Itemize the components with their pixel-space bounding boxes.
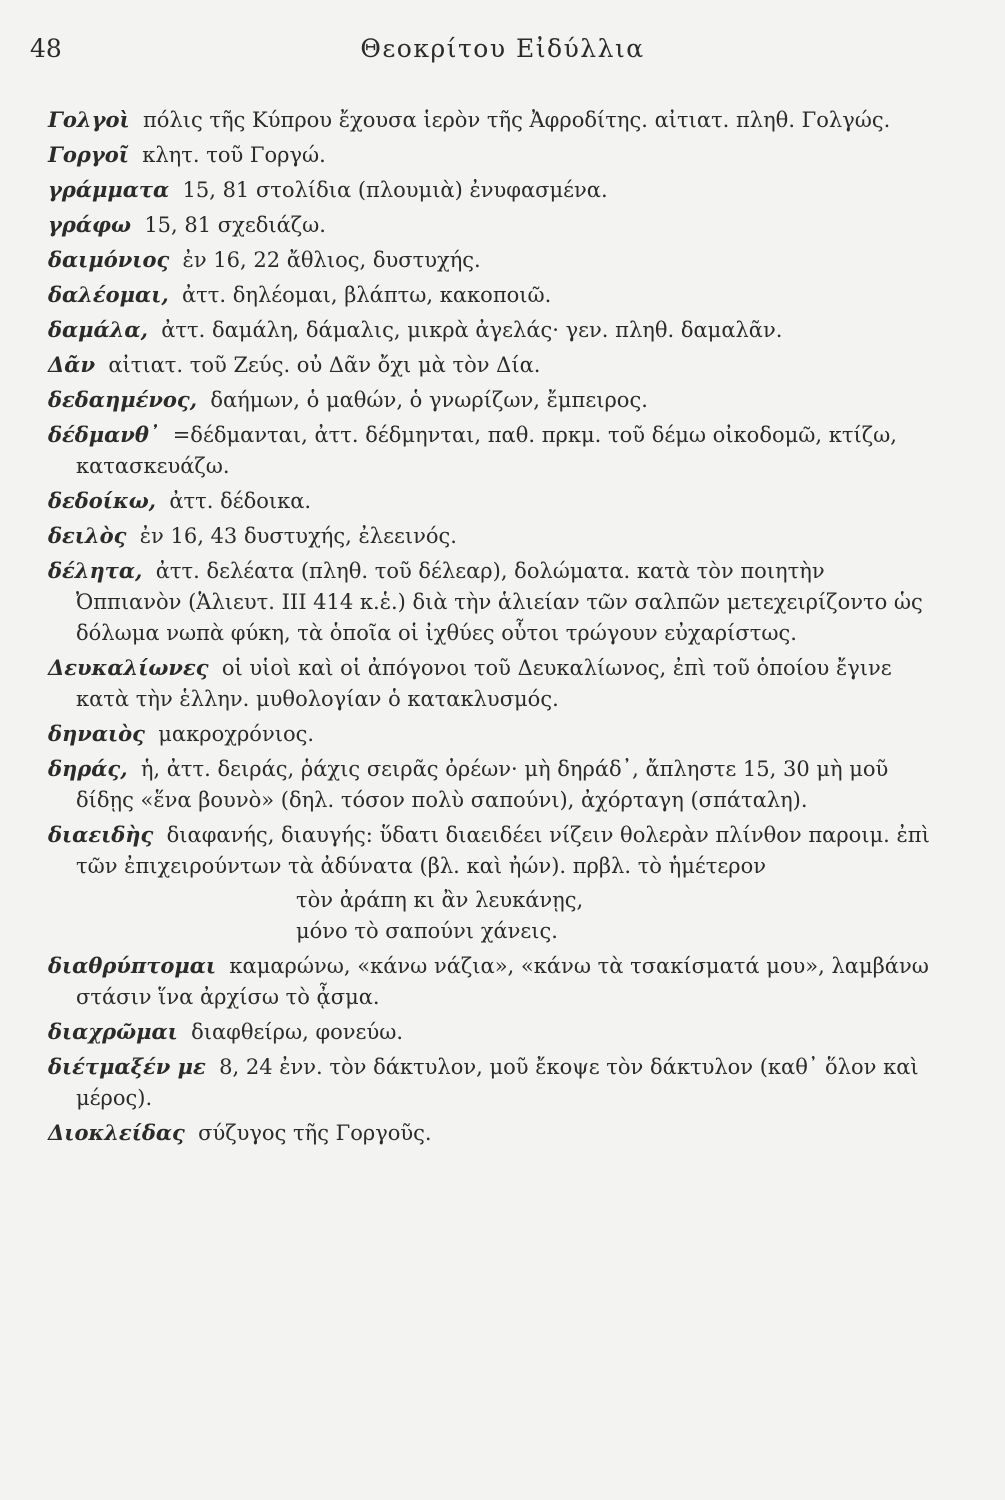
entry-definition: 15, 81 σχεδιάζω. bbox=[144, 213, 326, 237]
entry-lemma: Γολγοὶ bbox=[48, 107, 130, 132]
entry-definition: πόλις τῆς Κύπρου ἔχουσα ἱερὸν τῆς Ἀφροδίτης. αἰτιατ. πληθ. Γολγώς. bbox=[143, 108, 891, 132]
entry-definition: διαφθείρω, φονεύω. bbox=[191, 1020, 404, 1044]
entry-lemma: δειλὸς bbox=[48, 523, 127, 548]
entry-lemma: Γοργοῖ bbox=[48, 142, 129, 167]
entry-definition: οἱ υἱοὶ καὶ οἱ ἀπόγονοι τοῦ Δευκαλίωνος, ἐπὶ τοῦ ὁποίου ἔγινε κατὰ τὴν ἑλλην. μυθολογίαν ὁ κατακλυσμός. bbox=[76, 656, 892, 711]
entry-definition: 15, 81 στολίδια (πλουμιὰ) ἐνυφασμένα. bbox=[182, 178, 608, 202]
glossary-entry bbox=[48, 555, 930, 649]
entry-definition: ἡ, ἀττ. δειράς, ῥάχις σειρᾶς ὀρέων· μὴ δηράδ᾽, ἄπληστε 15, 30 μὴ μοῦ δίδῃς «ἕνα βουνὸ» (δηλ. τόσον πολὺ σαπούνι), ἀχόρταγη (σπάταλη). bbox=[76, 757, 889, 812]
entry-lemma: διέτμαξέν με bbox=[48, 1054, 206, 1079]
entry-lemma: δεδοίκω, bbox=[48, 488, 156, 513]
verse-line: τὸν ἀράπη κι ἂν λευκάνῃς, bbox=[296, 888, 584, 912]
glossary-entry bbox=[48, 384, 930, 416]
glossary-entry bbox=[48, 485, 930, 517]
entry-lemma: δέδμανθ᾽ bbox=[48, 422, 160, 447]
glossary-entry bbox=[48, 819, 930, 882]
entry-lemma: διαχρῶμαι bbox=[48, 1019, 178, 1044]
glossary-entry bbox=[48, 520, 930, 552]
entry-lemma: δέλητα, bbox=[48, 558, 143, 583]
entry-lemma: δαιμόνιος bbox=[48, 247, 170, 272]
glossary-entry bbox=[48, 209, 930, 241]
glossary-entry bbox=[48, 314, 930, 346]
glossary-entry bbox=[48, 139, 930, 171]
glossary-entry bbox=[48, 950, 930, 1013]
entry-definition: ἀττ. δέδοικα. bbox=[169, 489, 312, 513]
entry-definition: ἀττ. δηλέομαι, βλάπτω, κακοποιῶ. bbox=[181, 283, 552, 307]
running-title: Θεοκρίτου Εἰδύλλια bbox=[360, 34, 645, 63]
entry-definition: 8, 24 ἐνν. τὸν δάκτυλον, μοῦ ἔκοψε τὸν δάκτυλον (καθ᾽ ὅλον καὶ μέρος). bbox=[76, 1055, 919, 1110]
glossary-entry bbox=[48, 1117, 930, 1149]
entry-lemma: Δευκαλίωνες bbox=[48, 655, 209, 680]
entry-lemma: Διοκλείδας bbox=[48, 1120, 185, 1145]
entry-lemma: Δᾶν bbox=[48, 352, 96, 377]
entry-lemma: δαμάλα, bbox=[48, 317, 148, 342]
glossary-entry bbox=[48, 349, 930, 381]
glossary-entry bbox=[48, 174, 930, 206]
page-number: 48 bbox=[30, 34, 62, 63]
glossary-entry bbox=[48, 1016, 930, 1048]
verse-line: μόνο τὸ σαπούνι χάνεις. bbox=[296, 919, 558, 943]
entry-definition: ἐν 16, 43 δυστυχής, ἐλεεινός. bbox=[139, 524, 457, 548]
entry-lemma: γράμματα bbox=[48, 177, 170, 202]
glossary-entry bbox=[48, 279, 930, 311]
entry-lemma: δηναιὸς bbox=[48, 721, 145, 746]
glossary-entry bbox=[48, 244, 930, 276]
entry-lemma: διαειδὴς bbox=[48, 822, 154, 847]
entry-lemma: δαλέομαι, bbox=[48, 282, 169, 307]
entry-definition: =δέδμανται, ἀττ. δέδμηνται, παθ. πρκμ. τοῦ δέμω οἰκοδομῶ, κτίζω, κατασκευάζω. bbox=[76, 423, 897, 478]
quoted-verse bbox=[48, 885, 930, 947]
entry-definition: ἐν 16, 22 ἄθλιος, δυστυχής. bbox=[182, 248, 481, 272]
glossary-entry bbox=[48, 1051, 930, 1114]
glossary-entry bbox=[48, 104, 930, 136]
entry-definition: καμαρώνω, «κάνω νάζια», «κάνω τὰ τσακίσματά μου», λαμβάνω στάσιν ἵνα ἀρχίσω τὸ ᾆσμα. bbox=[76, 954, 929, 1009]
entry-lemma: δηράς, bbox=[48, 756, 128, 781]
entry-definition: διαφανής, διαυγής: ὕδατι διαειδέει νίζειν θολερὰν πλίνθον παροιμ. ἐπὶ τῶν ἐπιχειρούντων τὰ ἀδύνατα (βλ. καὶ ἠών). πρβλ. τὸ ἡμέτερον bbox=[76, 823, 930, 878]
entry-definition: μακροχρόνιος. bbox=[158, 722, 315, 746]
entry-definition: κλητ. τοῦ Γοργώ. bbox=[142, 143, 326, 167]
entry-lemma: γράφω bbox=[48, 212, 131, 237]
glossary-entry bbox=[48, 419, 930, 482]
entry-definition: σύζυγος τῆς Γοργοῦς. bbox=[198, 1121, 432, 1145]
entry-lemma: διαθρύπτομαι bbox=[48, 953, 217, 978]
page-header bbox=[0, 34, 1005, 74]
entry-definition: ἀττ. δαμάλη, δάμαλις, μικρὰ ἀγελάς· γεν. πληθ. δαμαλᾶν. bbox=[161, 318, 783, 342]
glossary-entries bbox=[48, 104, 930, 1152]
glossary-entry bbox=[48, 652, 930, 715]
glossary-entry bbox=[48, 718, 930, 750]
entry-lemma: δεδαημένος, bbox=[48, 387, 198, 412]
entry-definition: δαήμων, ὁ μαθών, ὁ γνωρίζων, ἔμπειρος. bbox=[210, 388, 648, 412]
entry-definition: αἰτιατ. τοῦ Ζεύς. οὐ Δᾶν ὄχι μὰ τὸν Δία. bbox=[108, 353, 541, 377]
entry-definition: ἀττ. δελέατα (πληθ. τοῦ δέλεαρ), δολώματα. κατὰ τὸν ποιητὴν Ὀππιανὸν (Ἁλιευτ. III 414 κ.ἑ.) διὰ τὴν ἁλιείαν τῶν σαλπῶν μετεχειρίζοντο ὡς δόλωμα νωπὰ φύκη, τὰ ὁποῖα οἱ ἰχθύες οὗτοι τρώγουν εὐχαρίστως. bbox=[76, 559, 923, 645]
glossary-entry bbox=[48, 753, 930, 816]
